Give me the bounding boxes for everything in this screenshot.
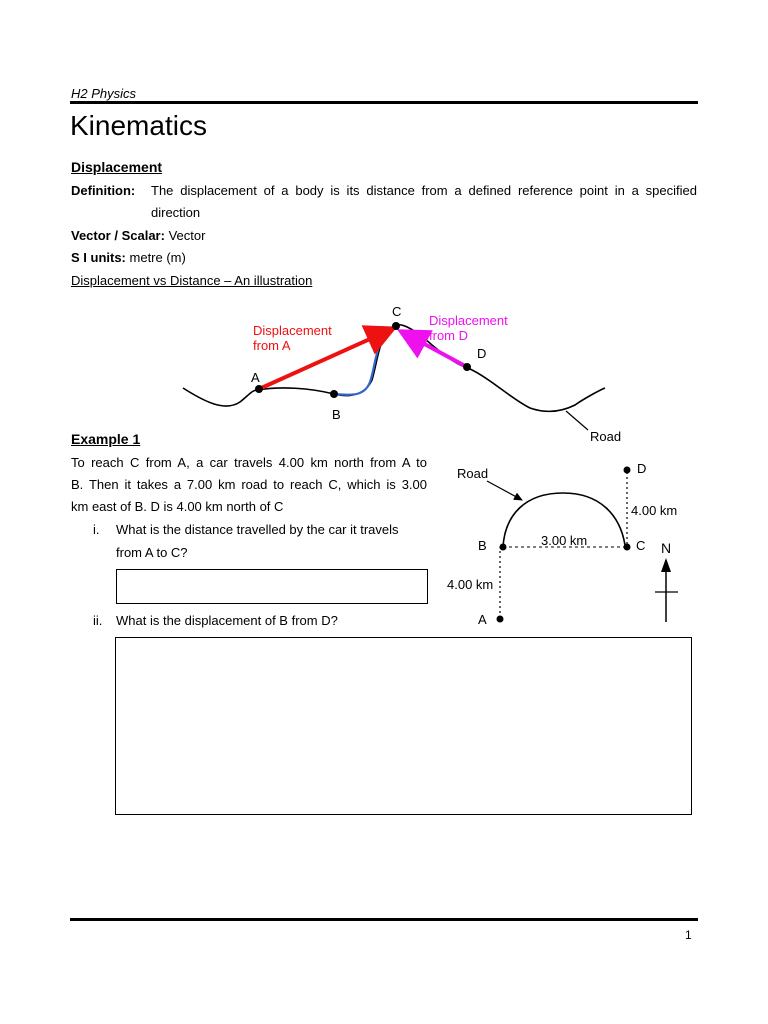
map-point-b-dot: [500, 544, 507, 551]
disp-from-d-line2: from D: [429, 328, 468, 343]
example1-text-line1: To reach C from A, a car travels 4.00 km north from A to: [71, 455, 427, 470]
page-title: Kinematics: [70, 110, 207, 141]
question-1-line1: What is the distance travelled by the car it travels: [116, 522, 399, 537]
map-dist-bc: 3.00 km: [541, 533, 588, 548]
road-label: Road: [590, 429, 622, 444]
displacement-heading: Displacement: [71, 159, 163, 175]
disp-from-a-line1: Displacement: [253, 323, 332, 338]
example1-heading: Example 1: [71, 431, 141, 447]
definition-line-2: direction: [151, 205, 201, 220]
answer-box-1[interactable]: [116, 569, 428, 604]
definition-line-1: The displacement of a body is its distance from a defined reference point in a specified: [151, 183, 697, 198]
map-label-d: D: [637, 461, 647, 476]
point-b-dot: [330, 390, 338, 398]
map-road-label: Road: [457, 466, 489, 481]
label-a: A: [251, 370, 260, 385]
si-units-label: S I units:: [71, 250, 126, 265]
question-2-marker: ii.: [93, 613, 103, 628]
course-name: H2 Physics: [71, 86, 137, 101]
point-d-dot: [463, 363, 471, 371]
page-number: 1: [685, 928, 692, 942]
map-label-b: B: [478, 538, 487, 553]
map-point-c-dot: [624, 544, 631, 551]
map-point-a-dot: [497, 616, 504, 623]
si-units-value: metre (m): [129, 250, 186, 265]
label-c: C: [392, 304, 402, 319]
point-c-dot: [392, 322, 400, 330]
illustration-heading: Displacement vs Distance – An illustration: [71, 273, 313, 288]
map-north-label: N: [661, 540, 672, 556]
label-b: B: [332, 407, 341, 422]
question-1-marker: i.: [93, 522, 100, 537]
vector-scalar-label: Vector / Scalar:: [71, 228, 165, 243]
map-label-c: C: [636, 538, 646, 553]
map-dist-cd: 4.00 km: [631, 503, 678, 518]
answer-box-2[interactable]: [115, 637, 692, 815]
map-point-d-dot: [624, 467, 631, 474]
disp-from-a-line2: from A: [253, 338, 291, 353]
path-b-to-c: [334, 327, 393, 395]
label-d: D: [477, 346, 487, 361]
road-arrow: [487, 481, 522, 500]
question-2-text: What is the displacement of B from D?: [116, 613, 338, 628]
disp-from-d-line1: Displacement: [429, 313, 508, 328]
question-1-line2: from A to C?: [116, 545, 188, 560]
road-curve: [183, 325, 605, 412]
definition-label: Definition:: [71, 183, 136, 198]
point-a-dot: [255, 385, 263, 393]
map-label-a: A: [478, 612, 487, 627]
vector-scalar-value: Vector: [168, 228, 206, 243]
example1-text-line3: km east of B. D is 4.00 km north of C: [71, 499, 284, 514]
north-arrow-head: [661, 558, 671, 572]
example1-text-line2: B. Then it takes a 7.00 km road to reach C, which is 3.00: [71, 477, 427, 492]
footer-rule: [70, 918, 698, 921]
map-dist-ab: 4.00 km: [447, 577, 494, 592]
road-pointer: [566, 411, 588, 430]
